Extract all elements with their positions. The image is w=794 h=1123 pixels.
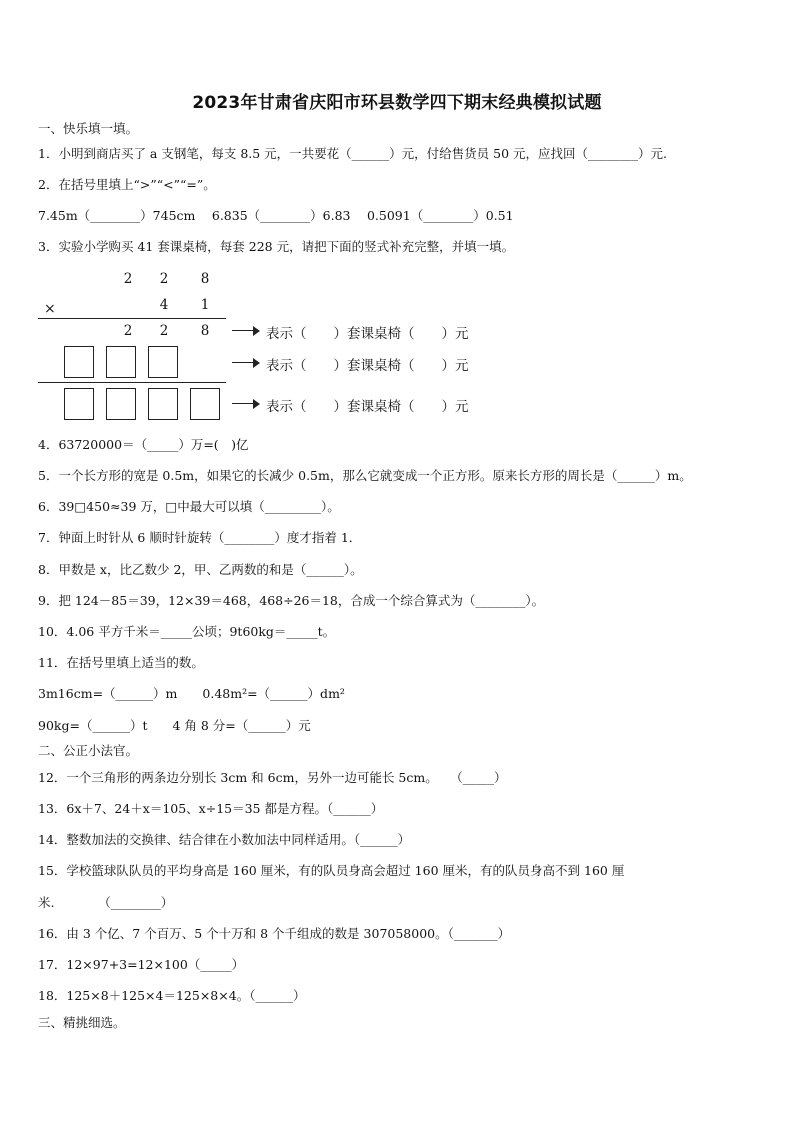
answer-box[interactable] [190, 388, 220, 420]
arrow-right-icon [232, 326, 260, 336]
question-2: 2．在括号里填上“>”“<”“=”。 [38, 177, 216, 192]
partial-product-digit: 2 [123, 323, 133, 339]
answer-box[interactable] [64, 346, 94, 378]
question-15-continued: 米. （________） [38, 895, 174, 910]
answer-box[interactable] [148, 388, 178, 420]
question-8: 8．甲数是 x，比乙数少 2，甲、乙两数的和是（______）。 [38, 562, 363, 577]
question-13: 13．6x＋7、24＋x＝105、x÷15＝35 都是方程。（______） [38, 801, 384, 816]
question-4: 4．63720000＝（_____）万=( )亿 [38, 437, 249, 452]
multiplicand-digit: 2 [123, 271, 133, 287]
section-heading-3: 三、精挑细选。 [38, 1015, 126, 1030]
partial-product-digit: 2 [159, 323, 169, 339]
answer-box[interactable] [106, 346, 136, 378]
question-18: 18．125×8＋125×4＝125×8×4。（______） [38, 988, 306, 1003]
answer-box[interactable] [148, 346, 178, 378]
partial-product-note: 表示（ ）套课桌椅（ ）元 [266, 358, 469, 374]
multiplier-digit: 4 [159, 297, 169, 313]
answer-box[interactable] [64, 388, 94, 420]
question-9: 9．把 124－85＝39，12×39＝468，468÷26＝18，合成一个综合算式为（________）。 [38, 593, 545, 608]
section-heading-1: 一、快乐填一填。 [38, 121, 139, 136]
question-15: 15．学校篮球队队员的平均身高是 160 厘米，有的队员身高会超过 160 厘米，有的队员身高不到 160 厘 [38, 863, 625, 878]
arrow-right-icon [232, 358, 260, 368]
times-sign: × [44, 301, 56, 317]
question-7: 7．钟面上时针从 6 顺时针旋转（________）度才指着 1． [38, 530, 362, 545]
question-16: 16．由 3 个亿、7 个百万、5 个十万和 8 个千组成的数是 307058000。（_______） [38, 926, 511, 941]
calc-divider-line [38, 382, 226, 383]
question-2-items: 7.45m（________）745cm 6.835（________）6.83 0.5091（________）0.51 [38, 208, 514, 223]
question-12: 12．一个三角形的两条边分别长 3cm 和 6cm，另外一边可能长 5cm。 （_____） [38, 770, 507, 785]
question-3: 3．实验小学购买 41 套课桌椅，每套 228 元，请把下面的竖式补充完整，并填一填。 [38, 239, 515, 254]
partial-product-digit: 8 [200, 323, 210, 339]
question-17: 17．12×97+3=12×100（_____） [38, 957, 245, 972]
question-11: 11．在括号里填上适当的数。 [38, 655, 204, 670]
question-14: 14．整数加法的交换律、结合律在小数加法中同样适用。（______） [38, 832, 411, 847]
question-10: 10．4.06 平方千米＝_____公顷；9t60kg＝_____t。 [38, 624, 336, 639]
calc-divider-line [38, 318, 226, 319]
page-title: 2023年甘肃省庆阳市环县数学四下期末经典模拟试题 [192, 93, 602, 113]
partial-product-note: 表示（ ）套课桌椅（ ）元 [266, 326, 469, 342]
multiplier-digit: 1 [200, 297, 210, 313]
section-heading-2: 二、公正小法官。 [38, 743, 139, 758]
question-6: 6．39□450≈39 万，□中最大可以填（_________）。 [38, 499, 340, 514]
multiplicand-digit: 8 [200, 271, 210, 287]
arrow-right-icon [232, 399, 260, 409]
question-5: 5．一个长方形的宽是 0.5m，如果它的长减少 0.5m，那么它就变成一个正方形。原来长方形的周长是（______）m。 [38, 468, 692, 483]
question-11-line-1: 3m16cm=（______）m 0.48m²=（______）dm² [38, 686, 345, 701]
question-11-line-2: 90kg=（______）t 4 角 8 分=（______）元 [38, 718, 311, 733]
question-1: 1．小明到商店买了 a 支钢笔，每支 8.5 元，一共要花（______）元，付给售货员 50 元，应找回（________）元. [38, 146, 668, 161]
multiplicand-digit: 2 [159, 271, 169, 287]
product-note: 表示（ ）套课桌椅（ ）元 [266, 399, 469, 415]
answer-box[interactable] [106, 388, 136, 420]
